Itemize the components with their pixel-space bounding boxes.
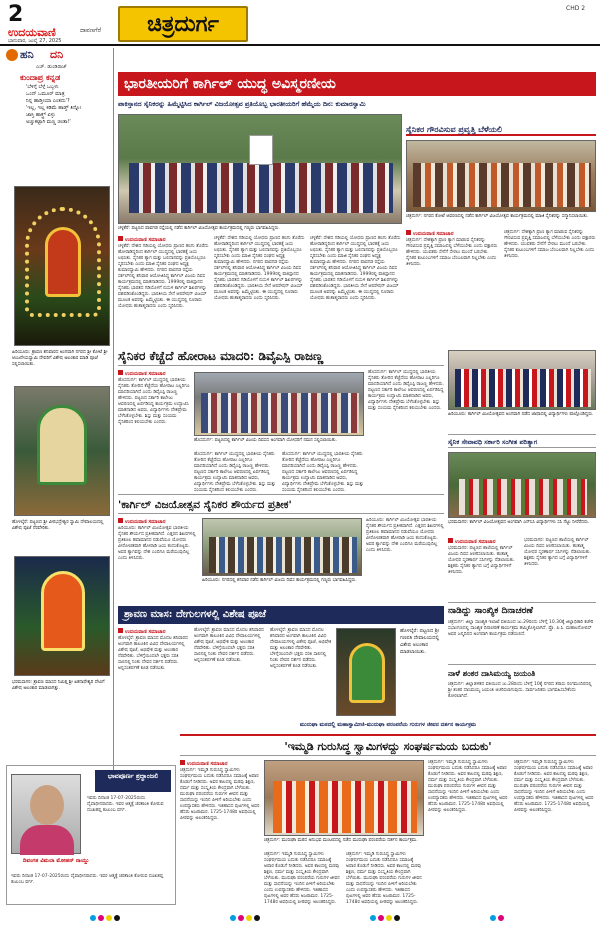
shravana-photo [336,628,396,716]
shravana-body-col-2: ಹೊಳಲ್ಕೆರೆ: ಶ್ರಾವಣ ಮಾಸದ ಮೊದಲ ಶನಿವಾರದ ಅಂಗವಾಗಿ ತಾಲೂಕಿನ ವಿವಿಧ ದೇವಾಲಯಗಳಲ್ಲಿ ವಿಶೇಷ ಪೂಜೆ, ಅಭಿಷೇಕ ಮತ್ತು ಅಲಂಕಾರ ನೆರವೇರಿತು. ಬೆಳಿಗ್ಗೆಯಿಂದಲೇ ಭಕ್ತರು ಸರತಿ ಸಾಲಿನಲ್ಲಿ ನಿಂತು ದೇವರ ದರ್ಶನ ಪಡೆದರು. ಅನ್ನಸಂತರ್ಪಣೆ ಕೂಡ ನಡೆಯಿತು. [194,628,264,663]
dignitary-figures [201,393,359,433]
guru-byline-text: ಉದಯವಾಣಿ ಸಮಾಚಾರ [187,761,228,767]
poem-line: ಜಾಸ್ತಿ ಹಾಕ್ತ್ತ್ ಏಳ್ಳು [26,112,56,118]
honey-poem [26,84,110,126]
deity-figure [41,571,85,651]
cyan-dot-icon [230,915,236,921]
edition-label: ದಾವಣಗೆರೆ [80,27,102,34]
shravana-body-col-1: ಹೊಳಲ್ಕೆರೆ: ಶ್ರಾವಣ ಮಾಸದ ಮೊದಲ ಶನಿವಾರದ ಅಂಗವಾಗಿ ತಾಲೂಕಿನ ವಿವಿಧ ದೇವಾಲಯಗಳಲ್ಲಿ ವಿಶೇಷ ಪೂಜೆ, ಅಭಿಷೇಕ ಮತ್ತು ಅಲಂಕಾರ ನೆರವೇರಿತು. ಬೆಳಿಗ್ಗೆಯಿಂದಲೇ ಭಕ್ತರು ಸರತಿ ಸಾಲಿನಲ್ಲಿ ನಿಂತು ದೇವರ ದರ್ಶನ ಪಡೆದರು. ಅನ್ನಸಂತರ್ಪಣೆ ಕೂಡ ನಡೆಯಿತು. [118,636,188,671]
shravana-headline: ಶ್ರಾವಣ ಮಾಸ: ದೇಗುಲಗಳಲ್ಲಿ ವಿಶೇಷ ಪೂಜೆ [118,606,444,624]
masthead [0,0,600,46]
bullet-icon [118,518,123,523]
jayanti-headline: ನಾಳೆ ಶಂಕರ ದಾಸಿಮಯ್ಯ ಜಯಂತಿ [448,664,596,680]
jayanti-body: ಚಿತ್ರದುರ್ಗ: ಜಿಲ್ಲಾಡಳಿತದ ವತಿಯಿಂದ ಜು.28ರಂದು ಬೆಳಿಗ್ಗೆ 10ಕ್ಕೆ ನಗರದ ತರಾಸು ರಂಗಮಂದಿರದಲ್ಲಿ ಶ್ರೀ ಶಂಕರ ದಾಸಿಮಯ್ಯ ಜಯಂತಿ ಆಚರಿಸಲಾಗುವುದು. ಸಾರ್ವಜನಿಕರು ಭಾಗವಹಿಸಬೇಕೆಂದು ಕೋರಲಾಗಿದೆ. [448,682,592,699]
poem-line: 'ಇಲ್ಲ, ಇಲ್ಲ ಕಡಿಮೆ ಹಾಡ್ತ್ ತಿನ್ನೋ [26,105,82,111]
lead-headline: ಭಾರತೀಯರಿಗೆ ಕಾರ್ಗಿಲ್ ಯುದ್ಧ ಅವಿಸ್ಮರಣೀಯ [118,72,596,96]
rally-caption: ಹಿರಿಯೂರು: ಕಾರ್ಗಿಲ್ ವಿಜಯೋತ್ಸವದ ಅಂಗವಾಗಿ ನಡೆದ ಜಾಥಾದಲ್ಲಿ ವಿದ್ಯಾರ್ಥಿಗಳು ಪಾಲ್ಗೊಂಡಿದ್ದರು. [448,412,594,417]
drop-icon [6,49,18,61]
page-number: 2 [8,2,24,27]
honey-brand [6,48,110,62]
cyan-dot-icon [90,915,96,921]
honey-brand-b: ದನಿ [50,48,64,61]
deity-photo-3 [14,556,110,676]
valor-byline [118,518,165,525]
dysp-body-col-1: ಹೊಸದುರ್ಗ: ಕಾರ್ಗಿಲ್ ಯುದ್ಧದಲ್ಲಿ ಭಾರತೀಯ ಸೈನಿಕರು ತೋರಿದ ಕೆಚ್ಚೆದೆಯ ಹೋರಾಟ ಎಲ್ಲರಿಗೂ ಮಾದರಿಯಾಗಿದೆ ಎಂದು ಡಿವೈಎಸ್ಪಿ ರಾಜಣ್ಣ ಹೇಳಿದರು. ಪಟ್ಟಣದ ಸರ್ಕಾರಿ ಕಾಲೇಜು ಆವರಣದಲ್ಲಿ ಏರ್ಪಡಿಸಿದ್ದ ಕಾರ್ಯಕ್ರಮ ಉದ್ಘಾಟಿಸಿ ಮಾತನಾಡಿದ ಅವರು, ವಿದ್ಯಾರ್ಥಿಗಳು ದೇಶಪ್ರೇಮ ಬೆಳೆಸಿಕೊಳ್ಳಬೇಕು. ಶಿಸ್ತು ಮತ್ತು ಸಂಯಮ ಸೈನಿಕರಿಂದ ಕಲಿಯಬೇಕು ಎಂದರು. [118,378,190,425]
scout-byline-text: ಉದಯವಾಣಿ ಸಮಾಚಾರ [455,539,496,545]
magenta-dot-icon [378,915,384,921]
scout-body-col-2: ಭರಮಸಾಗರ: ಪಟ್ಟಣದ ಶಾಲೆಯಲ್ಲಿ ಕಾರ್ಗಿಲ್ ವಿಜಯ ದಿವಸ ಆಚರಿಸಲಾಯಿತು. ಹುತಾತ್ಮ ಯೋಧರ ಸ್ಮರಣಾರ್ಥ ಸಸಿಗಳನ್ನು ನೆಡಲಾಯಿತು. ಶಿಕ್ಷಕರು ಸೈನಿಕರ ತ್ಯಾಗದ ಬಗ್ಗೆ ವಿದ್ಯಾರ್ಥಿಗಳಿಗೆ ತಿಳಿಸಿದರು. [524,538,591,567]
honey-author: ಎಚ್. ಡುಂಡಿರಾಜ್ [36,64,67,70]
valor-caption: ಹಿರಿಯೂರು: ನಗರದಲ್ಲಿ ಶನಿವಾರ ನಡೆದ ಕಾರ್ಗಿಲ್ ವಿಜಯ ದಿವಸ ಕಾರ್ಯಕ್ರಮದಲ್ಲಿ ಗಣ್ಯರು ಭಾಗವಹಿಸಿದ್ದರು. [202,578,357,583]
student-figures [455,369,591,407]
magenta-dot-icon [498,915,504,921]
valor-headline: 'ಕಾರ್ಗಿಲ್ ವಿಜಯೋತ್ಸವ ಸೈನಿಕರ ಶೌರ್ಯದ ಪ್ರತೀಕ' [118,494,444,514]
lead-body-col-3: ಚಳ್ಳಕೆರೆ: ದೇಶದ ಗಡಿಯಲ್ಲಿ ಯೋಧರು ಪ್ರಾಣದ ಹಂಗು ತೊರೆದು ಹೋರಾಡಿದ್ದರಿಂದ ಕಾರ್ಗಿಲ್ ಯುದ್ಧದಲ್ಲಿ ಭಾರತಕ್ಕೆ ಜಯ ಲಭಿಸಿತು. ಸೈನಿಕರ ತ್ಯಾಗ ಮತ್ತು ಬಲಿದಾನವನ್ನು ಪ್ರತಿಯೊಬ್ಬರೂ ಸ್ಮರಿಸಬೇಕು ಎಂದು ಮಾಜಿ ಸೈನಿಕರ ಸಂಘದ ಅಧ್ಯಕ್ಷ ಕುಮಾರಸ್ವಾಮಿ ಹೇಳಿದರು. ನಗರದ ಪಾವಗಡ ರಸ್ತೆಯ ಸರ್ಕಲ್‌ನಲ್ಲಿ ಶನಿವಾರ ಆಯೋಜಿಸಿದ್ದ ಕಾರ್ಗಿಲ್ ವಿಜಯ ದಿವಸ ಕಾರ್ಯಕ್ರಮದಲ್ಲಿ ಮಾತನಾಡಿದರು. 1999ರಲ್ಲಿ ಪಾಕಿಸ್ತಾನದ ಸೈನಿಕರು ಭಾರತದ ಗಡಿಯೊಳಗೆ ನುಸುಳಿ ಕಾರ್ಗಿಲ್ ಶಿಖರಗಳನ್ನು ವಶಪಡಿಸಿಕೊಂಡಿದ್ದರು. ಭಾರತೀಯ ಸೇನೆ ಆಪರೇಷನ್ ವಿಜಯ್ ಮೂಲಕ ಅವರನ್ನು ಹಿಮ್ಮೆಟ್ಟಿಸಿತು. ಈ ಯುದ್ಧದಲ್ಲಿ ನೂರಾರು ಯೋಧರು ಹುತಾತ್ಮರಾದರು ಎಂದು ಸ್ಮರಿಸಿದರು. [310,236,401,301]
black-dot-icon [254,915,260,921]
lead-subhead: ಪಾಕಿಸ್ತಾನದ ಸೈನಿಕರನ್ನು ಹಿಮ್ಮೆಟ್ಟಿಸಿದ ಕಾರ್ಗಿಲ್ ವಿಜಯೋತ್ಸವ ಪ್ರತಿಯೊಬ್ಬ ಭಾರತೀಯರಿಗೆ ಹೆಮ್ಮೆಯ ದಿನ: ಕುಮಾರಸ್ವಾಮಿ [118,100,366,108]
cyan-dot-icon [490,915,496,921]
left-column [6,48,114,788]
valor-body-col-3: ಹಿರಿಯೂರು: ಕಾರ್ಗಿಲ್ ವಿಜಯೋತ್ಸವ ಭಾರತೀಯ ಸೈನಿಕರ ಶೌರ್ಯದ ಪ್ರತೀಕವಾಗಿದೆ. ಎತ್ತರದ ಶಿಖರಗಳಲ್ಲಿ ಪ್ರತಿಕೂಲ ಹವಾಮಾನದ ನಡುವೆಯೂ ಯೋಧರು ವೀರೋಚಿತವಾಗಿ ಹೋರಾಡಿ ಜಯ ತಂದುಕೊಟ್ಟರು. ಅವರ ತ್ಯಾಗವನ್ನು ದೇಶ ಎಂದಿಗೂ ಮರೆಯುವುದಿಲ್ಲ ಎಂದು ತಿಳಿಸಿದರು. [366,518,444,553]
guru-photo [264,760,424,836]
soldiers-caption: ಚಿತ್ರದುರ್ಗ: ನಗರದ ಕೋಟೆ ಆವರಣದಲ್ಲಿ ನಡೆದ ಕಾರ್ಗಿಲ್ ವಿಜಯೋತ್ಸವ ಕಾರ್ಯಕ್ರಮದಲ್ಲಿ ಮಾಜಿ ಸೈನಿಕರನ್ನು ಸನ್ಮಾನಿಸಲಾಯಿತು. [406,214,589,219]
dysp-byline-text: ಉದಯವಾಣಿ ಸಮಾಚಾರ [125,371,166,377]
soldiers-body [406,230,596,340]
left-caption-1: ಹಿರಿಯೂರು: ಶ್ರಾವಣ ಶನಿವಾರದ ಅಂಗವಾಗಿ ನಗರದ ಶ್ರೀ ಕೋಟೆ ಶ್ರೀ ಆಂಜನೇಯಸ್ವಾಮಿ ದೇವರಿಗೆ ವಿಶೇಷ ಅಲಂಕಾರ ಮಾಡಿ ಪೂಜೆ ಸಲ್ಲಿಸಲಾಯಿತು. [12,350,108,367]
lead-photo [118,114,402,224]
soldiers-headline: ಸೈನಿಕರ ಗೌರವಿಸುವ ಪ್ರವೃತ್ತಿ ಬೆಳೆಯಲಿ [406,124,596,136]
poem-line: ಅಚ್ಚುಕಟ್ಟಾಗಿ ಮಣ್ಣ ಚಿಂತಾ!' [26,119,71,125]
dysp-body-col-3: ಹೊಸದುರ್ಗ: ಕಾರ್ಗಿಲ್ ಯುದ್ಧದಲ್ಲಿ ಭಾರತೀಯ ಸೈನಿಕರು ತೋರಿದ ಕೆಚ್ಚೆದೆಯ ಹೋರಾಟ ಎಲ್ಲರಿಗೂ ಮಾದರಿಯಾಗಿದೆ ಎಂದು ಡಿವೈಎಸ್ಪಿ ರಾಜಣ್ಣ ಹೇಳಿದರು. ಪಟ್ಟಣದ ಸರ್ಕಾರಿ ಕಾಲೇಜು ಆವರಣದಲ್ಲಿ ಏರ್ಪಡಿಸಿದ್ದ ಕಾರ್ಯಕ್ರಮ ಉದ್ಘಾಟಿಸಿ ಮಾತನಾಡಿದ ಅವರು, ವಿದ್ಯಾರ್ಥಿಗಳು ದೇಶಪ್ರೇಮ ಬೆಳೆಸಿಕೊಳ್ಳಬೇಕು. ಶಿಸ್ತು ಮತ್ತು ಸಂಯಮ ಸೈನಿಕರಿಂದ ಕಲಿಯಬೇಕು ಎಂದರು. [282,452,364,493]
dysp-photo [194,372,364,436]
stats-body: ಚಿತ್ರದುರ್ಗ: ಜಿಲ್ಲಾ ಸಾಂಖ್ಯಿಕ ಇಲಾಖೆ ವತಿಯಿಂದ ಜು.29ರಂದು ಬೆಳಿಗ್ಗೆ 10.30ಕ್ಕೆ ಜಿಲ್ಲಾಧಿಕಾರಿ ಕಚೇರಿ ಸಭಾಂಗಣದಲ್ಲಿ ಸಾಂಖ್ಯಿಕ ದಿನಾಚರಣೆ ಕಾರ್ಯಕ್ರಮ ಹಮ್ಮಿಕೊಳ್ಳಲಾಗಿದೆ. ಪ್ರೊ. ಪಿ.ಸಿ. ಮಹಾಲನೋಬಿಸ್ ಅವರ ಜನ್ಮದಿನದ ಅಂಗವಾಗಿ ಕಾರ್ಯಕ್ರಮ ನಡೆಯಲಿದೆ. [448,620,594,637]
scout-body-col-1: ಭರಮಸಾಗರ: ಪಟ್ಟಣದ ಶಾಲೆಯಲ್ಲಿ ಕಾರ್ಗಿಲ್ ವಿಜಯ ದಿವಸ ಆಚರಿಸಲಾಯಿತು. ಹುತಾತ್ಮ ಯೋಧರ ಸ್ಮರಣಾರ್ಥ ಸಸಿಗಳನ್ನು ನೆಡಲಾಯಿತು. ಶಿಕ್ಷಕರು ಸೈನಿಕರ ತ್ಯಾಗದ ಬಗ್ಗೆ ವಿದ್ಯಾರ್ಥಿಗಳಿಗೆ ತಿಳಿಸಿದರು. [448,546,515,575]
lead-body-col-1: ಚಳ್ಳಕೆರೆ: ದೇಶದ ಗಡಿಯಲ್ಲಿ ಯೋಧರು ಪ್ರಾಣದ ಹಂಗು ತೊರೆದು ಹೋರಾಡಿದ್ದರಿಂದ ಕಾರ್ಗಿಲ್ ಯುದ್ಧದಲ್ಲಿ ಭಾರತಕ್ಕೆ ಜಯ ಲಭಿಸಿತು. ಸೈನಿಕರ ತ್ಯಾಗ ಮತ್ತು ಬಲಿದಾನವನ್ನು ಪ್ರತಿಯೊಬ್ಬರೂ ಸ್ಮರಿಸಬೇಕು ಎಂದು ಮಾಜಿ ಸೈನಿಕರ ಸಂಘದ ಅಧ್ಯಕ್ಷ ಕುಮಾರಸ್ವಾಮಿ ಹೇಳಿದರು. ನಗರದ ಪಾವಗಡ ರಸ್ತೆಯ ಸರ್ಕಲ್‌ನಲ್ಲಿ ಶನಿವಾರ ಆಯೋಜಿಸಿದ್ದ ಕಾರ್ಗಿಲ್ ವಿಜಯ ದಿವಸ ಕಾರ್ಯಕ್ರಮದಲ್ಲಿ ಮಾತನಾಡಿದರು. 1999ರಲ್ಲಿ ಪಾಕಿಸ್ತಾನದ ಸೈನಿಕರು ಭಾರತದ ಗಡಿಯೊಳಗೆ ನುಸುಳಿ ಕಾರ್ಗಿಲ್ ಶಿಖರಗಳನ್ನು ವಶಪಡಿಸಿಕೊಂಡಿದ್ದರು. ಭಾರತೀಯ ಸೇನೆ ಆಪರೇಷನ್ ವಿಜಯ್ ಮೂಲಕ ಅವರನ್ನು ಹಿಮ್ಮೆಟ್ಟಿಸಿತು. ಈ ಯುದ್ಧದಲ್ಲಿ ನೂರಾರು ಯೋಧರು ಹುತಾತ್ಮರಾದರು ಎಂದು ಸ್ಮರಿಸಿದರು. [118,244,209,309]
honey-title: ಕುಂದಾಪ್ರ ಕನ್ನಡ [20,72,61,82]
dysp-body-col-4: ಹೊಸದುರ್ಗ: ಕಾರ್ಗಿಲ್ ಯುದ್ಧದಲ್ಲಿ ಭಾರತೀಯ ಸೈನಿಕರು ತೋರಿದ ಕೆಚ್ಚೆದೆಯ ಹೋರಾಟ ಎಲ್ಲರಿಗೂ ಮಾದರಿಯಾಗಿದೆ ಎಂದು ಡಿವೈಎಸ್ಪಿ ರಾಜಣ್ಣ ಹೇಳಿದರು. ಪಟ್ಟಣದ ಸರ್ಕಾರಿ ಕಾಲೇಜು ಆವರಣದಲ್ಲಿ ಏರ್ಪಡಿಸಿದ್ದ ಕಾರ್ಯಕ್ರಮ ಉದ್ಘಾಟಿಸಿ ಮಾತನಾಡಿದ ಅವರು, ವಿದ್ಯಾರ್ಥಿಗಳು ದೇಶಪ್ರೇಮ ಬೆಳೆಸಿಕೊಳ್ಳಬೇಕು. ಶಿಸ್ತು ಮತ್ತು ಸಂಯಮ ಸೈನಿಕರಿಂದ ಕಲಿಯಬೇಕು ಎಂದರು. [368,370,444,411]
deity-photo-1 [14,186,110,346]
valor-body-col-1: ಹಿರಿಯೂರು: ಕಾರ್ಗಿಲ್ ವಿಜಯೋತ್ಸವ ಭಾರತೀಯ ಸೈನಿಕರ ಶೌರ್ಯದ ಪ್ರತೀಕವಾಗಿದೆ. ಎತ್ತರದ ಶಿಖರಗಳಲ್ಲಿ ಪ್ರತಿಕೂಲ ಹವಾಮಾನದ ನಡುವೆಯೂ ಯೋಧರು ವೀರೋಚಿತವಾಗಿ ಹೋರಾಡಿ ಜಯ ತಂದುಕೊಟ್ಟರು. ಅವರ ತ್ಯಾಗವನ್ನು ದೇಶ ಎಂದಿಗೂ ಮರೆಯುವುದಿಲ್ಲ ಎಂದು ತಿಳಿಸಿದರು. [118,526,196,561]
yellow-dot-icon [246,915,252,921]
left-caption-2: ಹೊಳಲ್ಕೆರೆ: ಪಟ್ಟಣದ ಶ್ರೀ ವೀರಭದ್ರೇಶ್ವರ ಸ್ವಾಮಿ ದೇವಾಲಯದಲ್ಲಿ ವಿಶೇಷ ಪೂಜೆ ನೆರವೇರಿತು. [12,520,104,531]
obituary-footer: ಇವರು ದಿನಾಂಕ 17-07-2025ರಂದು ದೈವಾಧೀನರಾದರು. ಇವರ ಆತ್ಮಕ್ಕೆ ಚಿರಶಾಂತಿ ಕೋರುವ ದುಃಖತಪ್ತ ಕುಟುಂಬ ವರ್ಗ. [11,874,164,885]
officer-figures [209,537,357,573]
guru-body-col-3: ಚಿತ್ರದುರ್ಗ: ಇಮ್ಮಡಿ ಗುರುಸಿದ್ಧ ಸ್ವಾಮಿಗಳು ಸಂಘರ್ಷಮಯ ಬದುಕು ನಡೆಸಿದರೂ ಸಮಾಜಕ್ಕೆ ಅಪಾರ ಕೊಡುಗೆ ನೀಡಿದರು. ಅವರ ಕಾಲದಲ್ಲಿ ಮಠವು ಶಿಕ್ಷಣ, ಧರ್ಮ ಮತ್ತು ಸಂಸ್ಕೃತಿಯ ಕೇಂದ್ರವಾಗಿ ಬೆಳೆಯಿತು. ಮುರುಘಾ ಪರಂಪರೆಯ ಗುರುಗಳ ಜೀವನ ಮತ್ತು ಸಾಧನೆಯನ್ನು ಇಂದಿನ ಪೀಳಿಗೆ ಅರಿಯಬೇಕು ಎಂದು ಉಪನ್ಯಾಸಕರು ಹೇಳಿದರು. ಇತಿಹಾಸದ ಪುಟಗಳಲ್ಲಿ ಅವರ ಹೆಸರು ಅಜರಾಮರ. 1725-1748ರ ಅವಧಿಯಲ್ಲಿ ಪೀಠವನ್ನು ಅಲಂಕರಿಸಿದ್ದರು. [346,852,422,905]
guru-body-col-2: ಚಿತ್ರದುರ್ಗ: ಇಮ್ಮಡಿ ಗುರುಸಿದ್ಧ ಸ್ವಾಮಿಗಳು ಸಂಘರ್ಷಮಯ ಬದುಕು ನಡೆಸಿದರೂ ಸಮಾಜಕ್ಕೆ ಅಪಾರ ಕೊಡುಗೆ ನೀಡಿದರು. ಅವರ ಕಾಲದಲ್ಲಿ ಮಠವು ಶಿಕ್ಷಣ, ಧರ್ಮ ಮತ್ತು ಸಂಸ್ಕೃತಿಯ ಕೇಂದ್ರವಾಗಿ ಬೆಳೆಯಿತು. ಮುರುಘಾ ಪರಂಪರೆಯ ಗುರುಗಳ ಜೀವನ ಮತ್ತು ಸಾಧನೆಯನ್ನು ಇಂದಿನ ಪೀಳಿಗೆ ಅರಿಯಬೇಕು ಎಂದು ಉಪನ್ಯಾಸಕರು ಹೇಳಿದರು. ಇತಿಹಾಸದ ಪುಟಗಳಲ್ಲಿ ಅವರ ಹೆಸರು ಅಜರಾಮರ. 1725-1748ರ ಅವಧಿಯಲ್ಲಿ ಪೀಠವನ್ನು ಅಲಂಕರಿಸಿದ್ದರು. [264,852,340,905]
black-dot-icon [114,915,120,921]
dysp-body-col-2: ಹೊಸದುರ್ಗ: ಕಾರ್ಗಿಲ್ ಯುದ್ಧದಲ್ಲಿ ಭಾರತೀಯ ಸೈನಿಕರು ತೋರಿದ ಕೆಚ್ಚೆದೆಯ ಹೋರಾಟ ಎಲ್ಲರಿಗೂ ಮಾದರಿಯಾಗಿದೆ ಎಂದು ಡಿವೈಎಸ್ಪಿ ರಾಜಣ್ಣ ಹೇಳಿದರು. ಪಟ್ಟಣದ ಸರ್ಕಾರಿ ಕಾಲೇಜು ಆವರಣದಲ್ಲಿ ಏರ್ಪಡಿಸಿದ್ದ ಕಾರ್ಯಕ್ರಮ ಉದ್ಘಾಟಿಸಿ ಮಾತನಾಡಿದ ಅವರು, ವಿದ್ಯಾರ್ಥಿಗಳು ದೇಶಪ್ರೇಮ ಬೆಳೆಸಿಕೊಳ್ಳಬೇಕು. ಶಿಸ್ತು ಮತ್ತು ಸಂಯಮ ಸೈನಿಕರಿಂದ ಕಲಿಯಬೇಕು ಎಂದರು. [194,452,276,493]
garland-decoration [25,207,101,317]
scout-byline [448,538,495,545]
dysp-headline: ಸೈನಿಕರ ಕೆಚ್ಚೆದೆ ಹೋರಾಟ ಮಾದರಿ: ಡಿವೈಎಸ್ಪಿ ರಾಜಣ್ಣ [118,346,444,366]
dysp-byline [118,370,165,377]
honey-brand-a: ಹನಿ [20,48,34,61]
dysp-story [118,370,444,493]
yellow-dot-icon [386,915,392,921]
guru-body-col-4: ಚಿತ್ರದುರ್ಗ: ಇಮ್ಮಡಿ ಗುರುಸಿದ್ಧ ಸ್ವಾಮಿಗಳು ಸಂಘರ್ಷಮಯ ಬದುಕು ನಡೆಸಿದರೂ ಸಮಾಜಕ್ಕೆ ಅಪಾರ ಕೊಡುಗೆ ನೀಡಿದರು. ಅವರ ಕಾಲದಲ್ಲಿ ಮಠವು ಶಿಕ್ಷಣ, ಧರ್ಮ ಮತ್ತು ಸಂಸ್ಕೃತಿಯ ಕೇಂದ್ರವಾಗಿ ಬೆಳೆಯಿತು. ಮುರುಘಾ ಪರಂಪರೆಯ ಗುರುಗಳ ಜೀವನ ಮತ್ತು ಸಾಧನೆಯನ್ನು ಇಂದಿನ ಪೀಳಿಗೆ ಅರಿಯಬೇಕು ಎಂದು ಉಪನ್ಯಾಸಕರು ಹೇಳಿದರು. ಇತಿಹಾಸದ ಪುಟಗಳಲ್ಲಿ ಅವರ ಹೆಸರು ಅಜರಾಮರ. 1725-1748ರ ಅವಧಿಯಲ್ಲಿ ಪೀಠವನ್ನು ಅಲಂಕರಿಸಿದ್ದರು. [428,760,508,813]
lead-caption: ಚಳ್ಳಕೆರೆ: ಪಟ್ಟಣದ ಪಾವಗಡ ರಸ್ತೆಯಲ್ಲಿ ನಡೆದ ಕಾರ್ಗಿಲ್ ವಿಜಯೋತ್ಸವ ಕಾರ್ಯಕ್ರಮದಲ್ಲಿ ಗಣ್ಯರು ಭಾಗವಹಿಸಿದ್ದರು. [118,226,280,231]
stats-headline: ನಾಡಿದ್ದು ಸಾಂಖ್ಯಿಕ ದಿನಾಚರಣೆ [448,602,596,618]
paper-name: ಉದಯವಾಣಿ [8,26,56,39]
cyan-dot-icon [370,915,376,921]
plantation-caption: ಭರಮಸಾಗರ: ಕಾರ್ಗಿಲ್ ವಿಜಯೋತ್ಸವದ ಅಂಗವಾಗಿ ಎನ್‌ಸಿಸಿ ವಿದ್ಯಾರ್ಥಿಗಳು ಸಸಿ ನೆಟ್ಟು ನೀರೆರೆದರು. [448,520,590,525]
bullet-icon [118,236,123,241]
shravana-caption: ಹೊಳಲ್ಕೆರೆ: ಪಟ್ಟಣದ ಶ್ರೀ ಗಣಪತಿ ದೇವಾಲಯದಲ್ಲಿ ವಿಶೇಷ ಅಲಂಕಾರ ಮಾಡಲಾಯಿತು. [400,628,440,655]
guru-story [180,760,596,906]
plantation-photo [448,452,596,518]
bullet-icon [406,230,411,235]
obituary-photo [11,774,81,854]
dateline: ಭಾನುವಾರ, ಜುಲೈ 27, 2025 [8,38,62,44]
bullet-icon [118,628,123,633]
left-caption-3: ಭರಮಸಾಗರ: ಶ್ರಾವಣ ಮಾಸದ ನಿಮಿತ್ತ ಶ್ರೀ ಏಕನಾಥೇಶ್ವರಿ ದೇವಿಗೆ ವಿಶೇಷ ಅಲಂಕಾರ ಮಾಡಲಾಗಿತ್ತು. [12,680,105,691]
deity-photo-2 [14,386,110,516]
deity-figure [37,405,87,485]
poem-line: 'ಬೆಳಿಗ್ಗೆ ಬೆಳ್ಗೆ ಒಬ್ಬಳು [26,84,59,90]
soldiers-byline-text: ಉದಯವಾಣಿ ಸಮಾಚಾರ [413,231,454,237]
magenta-dot-icon [238,915,244,921]
lead-body-col-2: ಚಳ್ಳಕೆರೆ: ದೇಶದ ಗಡಿಯಲ್ಲಿ ಯೋಧರು ಪ್ರಾಣದ ಹಂಗು ತೊರೆದು ಹೋರಾಡಿದ್ದರಿಂದ ಕಾರ್ಗಿಲ್ ಯುದ್ಧದಲ್ಲಿ ಭಾರತಕ್ಕೆ ಜಯ ಲಭಿಸಿತು. ಸೈನಿಕರ ತ್ಯಾಗ ಮತ್ತು ಬಲಿದಾನವನ್ನು ಪ್ರತಿಯೊಬ್ಬರೂ ಸ್ಮರಿಸಬೇಕು ಎಂದು ಮಾಜಿ ಸೈನಿಕರ ಸಂಘದ ಅಧ್ಯಕ್ಷ ಕುಮಾರಸ್ವಾಮಿ ಹೇಳಿದರು. ನಗರದ ಪಾವಗಡ ರಸ್ತೆಯ ಸರ್ಕಲ್‌ನಲ್ಲಿ ಶನಿವಾರ ಆಯೋಜಿಸಿದ್ದ ಕಾರ್ಗಿಲ್ ವಿಜಯ ದಿವಸ ಕಾರ್ಯಕ್ರಮದಲ್ಲಿ ಮಾತನಾಡಿದರು. 1999ರಲ್ಲಿ ಪಾಕಿಸ್ತಾನದ ಸೈನಿಕರು ಭಾರತದ ಗಡಿಯೊಳಗೆ ನುಸುಳಿ ಕಾರ್ಗಿಲ್ ಶಿಖರಗಳನ್ನು ವಶಪಡಿಸಿಕೊಂಡಿದ್ದರು. ಭಾರತೀಯ ಸೇನೆ ಆಪರೇಷನ್ ವಿಜಯ್ ಮೂಲಕ ಅವರನ್ನು ಹಿಮ್ಮೆಟ್ಟಿಸಿತು. ಈ ಯುದ್ಧದಲ್ಲಿ ನೂರಾರು ಯೋಧರು ಹುತಾತ್ಮರಾದರು ಎಂದು ಸ್ಮರಿಸಿದರು. [214,236,305,301]
soldiers-byline [406,230,453,237]
poem-line: ನಿನ್ನ ಹಾಡ್ತೀಯಾ ಎಂತದು'? [26,98,70,104]
guru-kicker: ಮುರುಘಾ ಮಠದಲ್ಲಿ ಮಹಾಸ್ವಾಮೀಜಿ-ಮುರುಘಾ ಪರಂಪರೆಯ ಗುರುಗಳ ಜೀವನ ದರ್ಶನ ಕಾರ್ಯಕ್ರಮ [299,722,477,728]
guru-body-col-1: ಚಿತ್ರದುರ್ಗ: ಇಮ್ಮಡಿ ಗುರುಸಿದ್ಧ ಸ್ವಾಮಿಗಳು ಸಂಘರ್ಷಮಯ ಬದುಕು ನಡೆಸಿದರೂ ಸಮಾಜಕ್ಕೆ ಅಪಾರ ಕೊಡುಗೆ ನೀಡಿದರು. ಅವರ ಕಾಲದಲ್ಲಿ ಮಠವು ಶಿಕ್ಷಣ, ಧರ್ಮ ಮತ್ತು ಸಂಸ್ಕೃತಿಯ ಕೇಂದ್ರವಾಗಿ ಬೆಳೆಯಿತು. ಮುರುಘಾ ಪರಂಪರೆಯ ಗುರುಗಳ ಜೀವನ ಮತ್ತು ಸಾಧನೆಯನ್ನು ಇಂದಿನ ಪೀಳಿಗೆ ಅರಿಯಬೇಕು ಎಂದು ಉಪನ್ಯಾಸಕರು ಹೇಳಿದರು. ಇತಿಹಾಸದ ಪುಟಗಳಲ್ಲಿ ಅವರ ಹೆಸರು ಅಜರಾಮರ. 1725-1748ರ ಅವಧಿಯಲ್ಲಿ ಪೀಠವನ್ನು ಅಲಂಕರಿಸಿದ್ದರು. [180,768,260,821]
group-figures [413,163,591,207]
district-title: ಚಿತ್ರದುರ್ಗ [118,6,248,42]
lead-byline [118,236,165,243]
guru-byline [180,760,227,767]
soldiers-photo [406,140,596,212]
shravana-byline [118,628,165,635]
rally-photo [448,350,596,410]
crowd-figures [129,163,393,213]
shravana-story [118,628,444,718]
lead-byline-text: ಉದಯವಾಣಿ ಸಮಾಚಾರ [125,237,166,243]
swamiji-figures [273,781,417,833]
memorial-stand [249,135,273,165]
ncc-figures [459,479,587,515]
obituary-name: ದಿವಂಗತ ವಿಮಲಾ ಮೋಹನ್ ನಾಯ್ಡು [22,858,90,864]
bullet-icon [448,538,453,543]
soldiers-body-col-2: ಚಿತ್ರದುರ್ಗ: ದೇಶಕ್ಕಾಗಿ ಪ್ರಾಣ ತ್ಯಾಗ ಮಾಡುವ ಸೈನಿಕರನ್ನು ಗೌರವಿಸುವ ಪ್ರವೃತ್ತಿ ಸಮಾಜದಲ್ಲಿ ಬೆಳೆಯಬೇಕು ಎಂದು ವಕ್ತಾರರು ಹೇಳಿದರು. ಯುವಕರು ಸೇನೆಗೆ ಸೇರಲು ಮುಂದೆ ಬರಬೇಕು. ಸೈನಿಕರ ಕುಟುಂಬಗಳಿಗೆ ಸಮಾಜ ಬೆಂಬಲವಾಗಿ ನಿಲ್ಲಬೇಕು ಎಂದು ತಿಳಿಸಿದರು. [504,230,596,259]
deity-figure [349,643,385,703]
registration-marks [90,914,510,922]
obituary-text: ಇವರು ದಿನಾಂಕ 17-07-2025ರಂದು ದೈವಾಧೀನರಾದರು. ಇವರ ಆತ್ಮಕ್ಕೆ ಚಿರಶಾಂತಿ ಕೋರುವ ದುಃಖತಪ್ತ ಕುಟುಂಬ ವರ್ಗ. [87,796,164,813]
valor-story [118,518,444,602]
guru-headline: 'ಇಮ್ಮಡಿ ಗುರುಸಿದ್ಧ ಸ್ವಾಮಿಗಳದ್ದು ಸಂಘರ್ಷಮಯ ಬದುಕು' [180,734,596,756]
valor-photo [202,518,362,576]
soldiers-body-col-1: ಚಿತ್ರದುರ್ಗ: ದೇಶಕ್ಕಾಗಿ ಪ್ರಾಣ ತ್ಯಾಗ ಮಾಡುವ ಸೈನಿಕರನ್ನು ಗೌರವಿಸುವ ಪ್ರವೃತ್ತಿ ಸಮಾಜದಲ್ಲಿ ಬೆಳೆಯಬೇಕು ಎಂದು ವಕ್ತಾರರು ಹೇಳಿದರು. ಯುವಕರು ಸೇನೆಗೆ ಸೇರಲು ಮುಂದೆ ಬರಬೇಕು. ಸೈನಿಕರ ಕುಟುಂಬಗಳಿಗೆ ಸಮಾಜ ಬೆಂಬಲವಾಗಿ ನಿಲ್ಲಬೇಕು ಎಂದು ತಿಳಿಸಿದರು. [406,238,498,267]
shravana-byline-text: ಉದಯವಾಣಿ ಸಮಾಚಾರ [125,629,166,635]
black-dot-icon [394,915,400,921]
shravana-body-col-3: ಹೊಳಲ್ಕೆರೆ: ಶ್ರಾವಣ ಮಾಸದ ಮೊದಲ ಶನಿವಾರದ ಅಂಗವಾಗಿ ತಾಲೂಕಿನ ವಿವಿಧ ದೇವಾಲಯಗಳಲ್ಲಿ ವಿಶೇಷ ಪೂಜೆ, ಅಭಿಷೇಕ ಮತ್ತು ಅಲಂಕಾರ ನೆರವೇರಿತು. ಬೆಳಿಗ್ಗೆಯಿಂದಲೇ ಭಕ್ತರು ಸರತಿ ಸಾಲಿನಲ್ಲಿ ನಿಂತು ದೇವರ ದರ್ಶನ ಪಡೆದರು. ಅನ್ನಸಂತರ್ಪಣೆ ಕೂಡ ನಡೆಯಿತು. [270,628,332,669]
obituary-label: ಭಾವಪೂರ್ಣ ಶ್ರದ್ಧಾಂಜಲಿ [95,770,171,792]
lead-body-columns [118,236,402,340]
page-code: CHD 2 [566,5,586,12]
poem-line: ಒಂದ್ ಒಮೂರ್ ಮಾತ್ರ [26,91,65,97]
bullet-icon [180,760,185,765]
bullet-icon [118,370,123,375]
yellow-dot-icon [106,915,112,921]
guru-body-col-5: ಚಿತ್ರದುರ್ಗ: ಇಮ್ಮಡಿ ಗುರುಸಿದ್ಧ ಸ್ವಾಮಿಗಳು ಸಂಘರ್ಷಮಯ ಬದುಕು ನಡೆಸಿದರೂ ಸಮಾಜಕ್ಕೆ ಅಪಾರ ಕೊಡುಗೆ ನೀಡಿದರು. ಅವರ ಕಾಲದಲ್ಲಿ ಮಠವು ಶಿಕ್ಷಣ, ಧರ್ಮ ಮತ್ತು ಸಂಸ್ಕೃತಿಯ ಕೇಂದ್ರವಾಗಿ ಬೆಳೆಯಿತು. ಮುರುಘಾ ಪರಂಪರೆಯ ಗುರುಗಳ ಜೀವನ ಮತ್ತು ಸಾಧನೆಯನ್ನು ಇಂದಿನ ಪೀಳಿಗೆ ಅರಿಯಬೇಕು ಎಂದು ಉಪನ್ಯಾಸಕರು ಹೇಳಿದರು. ಇತಿಹಾಸದ ಪುಟಗಳಲ್ಲಿ ಅವರ ಹೆಸರು ಅಜರಾಮರ. 1725-1748ರ ಅವಧಿಯಲ್ಲಿ ಪೀಠವನ್ನು ಅಲಂಕರಿಸಿದ್ದರು. [514,760,594,813]
face-portrait [30,785,64,825]
obituary-box [6,765,176,905]
valor-byline-text: ಉದಯವಾಣಿ ಸಮಾಚಾರ [125,519,166,525]
scout-headline: ಸೈನಿಕ ಸೇವಾವಧಿ ಸರ್ಕಾರಿ ಸಂಗೀತ ಪರಿತ್ಯಾಗ [448,434,596,448]
guru-caption: ಚಿತ್ರದುರ್ಗ: ಮುರುಘಾ ಮಠದ ಅನುಭವ ಮಂಟಪದಲ್ಲಿ ನಡೆದ ಮುರುಘಾ ಪರಂಪರೆಯ ದರ್ಶನ ಕಾರ್ಯಕ್ರಮ. [264,838,418,843]
dysp-caption: ಹೊಸದುರ್ಗ: ಪಟ್ಟಣದಲ್ಲಿ ಕಾರ್ಗಿಲ್ ವಿಜಯ ದಿವಸದ ಅಂಗವಾಗಿ ಯೋಧರಿಗೆ ನಮನ ಸಲ್ಲಿಸಲಾಯಿತು. [194,438,337,443]
saree-portrait [20,825,74,855]
magenta-dot-icon [98,915,104,921]
plantation-story [448,538,596,598]
